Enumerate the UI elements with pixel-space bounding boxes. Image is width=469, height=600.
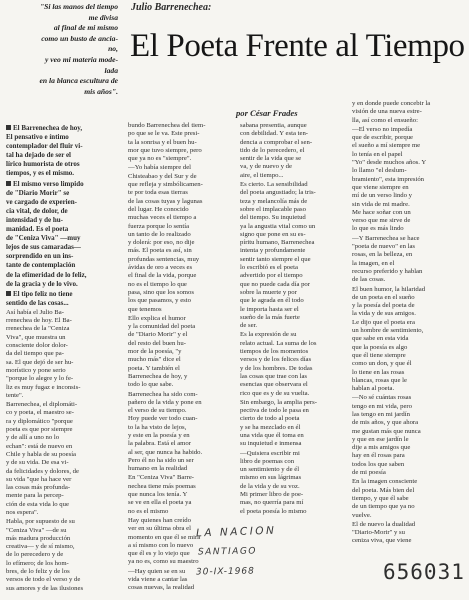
text-line: de un poeta en el sueño bbox=[352, 293, 415, 301]
paragraph bbox=[6, 401, 120, 517]
text-line: mor de la poesía, "y bbox=[128, 348, 182, 356]
text-line: lejos de sus camaradas— bbox=[6, 243, 81, 252]
text-line: creativa— y de sí mismo, bbox=[6, 543, 75, 551]
pull-quote-line: "Si las manos del tiempo bbox=[39, 2, 118, 11]
text-line: El Barrenechea de hoy, bbox=[6, 124, 120, 133]
text-line: pañero de la vida y pone en bbox=[128, 398, 202, 406]
text-line: del poeta. Más bien del bbox=[352, 486, 415, 494]
text-line: una vida que él toma en bbox=[240, 431, 304, 439]
text-line: —No sé cuántas rosas bbox=[352, 394, 412, 402]
text-line: su vida "que ha hace ver bbox=[6, 475, 72, 483]
text-line: que le agrada en él todo bbox=[240, 297, 304, 305]
text-line: Viva", que muestra un bbox=[6, 333, 66, 341]
text-line: nechea tiene más poemas bbox=[128, 482, 196, 490]
text-line: vida viene a cantar las bbox=[128, 576, 188, 584]
text-line: Habla, por supuesto de su bbox=[6, 518, 75, 526]
text-line: que viene siempre en bbox=[352, 183, 409, 191]
text-line: El buen humor, la hilaridad bbox=[352, 285, 426, 293]
pull-quote-line: lada bbox=[104, 65, 118, 75]
text-line: Me hace soñar con un bbox=[352, 208, 411, 216]
text-line: Chile y habla de su poesía bbox=[6, 450, 77, 458]
paragraph bbox=[240, 122, 344, 180]
text-line: lo que es más lindo bbox=[352, 225, 404, 233]
text-line: rrenechea de hoy. El Ba- bbox=[6, 317, 72, 325]
text-line: sus amores y de las ilusiones bbox=[6, 584, 84, 592]
text-line: tengo en mi vida, pero bbox=[352, 402, 412, 410]
text-line: mucho más" dice el bbox=[128, 356, 181, 364]
paragraph bbox=[240, 450, 344, 516]
text-line: contemplador del fluir vi- bbox=[6, 142, 83, 151]
text-line: de la gracia y de lo vivo. bbox=[6, 279, 78, 288]
text-line: todos los que saben bbox=[352, 460, 405, 468]
text-line: ya la angustia vital como un bbox=[240, 222, 316, 230]
text-line: la vida y de sus amigos. bbox=[352, 310, 416, 318]
text-line: tido de lo perecedero, el bbox=[240, 146, 305, 154]
article-kicker: Julio Barrenechea: bbox=[131, 2, 212, 13]
text-line: ve cargado de experien- bbox=[6, 197, 77, 206]
text-line: va, y de nuevo y de bbox=[240, 163, 292, 171]
text-line: de un tiempo que ya no bbox=[352, 503, 415, 511]
paragraph bbox=[240, 399, 344, 449]
text-line: dencia a comprobar el sen- bbox=[240, 138, 313, 146]
text-line: y de allí a uno no lo bbox=[6, 434, 60, 442]
pull-quote-line: al final de mi mismo bbox=[53, 23, 118, 33]
text-line: "Ceniza Viva" —de su bbox=[6, 526, 67, 534]
text-line: El de nuevo la dualidad bbox=[352, 520, 416, 528]
text-line: relato actual. La suma de los bbox=[240, 339, 317, 347]
paragraph bbox=[240, 331, 344, 397]
text-line: muchas veces el tiempo a bbox=[128, 214, 197, 222]
text-line: hablan al poeta. bbox=[352, 385, 395, 393]
pull-quote-line: mis años". bbox=[84, 86, 118, 96]
text-line: "poeta de nuevo" en las bbox=[352, 243, 416, 251]
text-line: fuerza porque lo sentía bbox=[128, 222, 190, 230]
column-2 bbox=[128, 122, 232, 594]
text-line: mas, no querría para mí bbox=[240, 499, 304, 507]
paragraph bbox=[352, 100, 460, 125]
text-line: pectiva de todo le pasa en bbox=[240, 407, 309, 415]
text-line: Pero él no ha sido un ser bbox=[128, 456, 194, 464]
paragraph bbox=[6, 518, 120, 593]
paragraph bbox=[128, 517, 232, 567]
text-line: —El verso no impedía bbox=[352, 125, 413, 133]
text-line: de mi poesía bbox=[352, 469, 386, 477]
column-4 bbox=[352, 100, 460, 547]
text-line: "Yo" desde muchos años. Y bbox=[352, 159, 427, 167]
text-line: lo tenía en el papel bbox=[352, 150, 403, 158]
text-line: mismo en sus lágrimas bbox=[240, 474, 302, 482]
column-3 bbox=[240, 122, 344, 517]
text-line: de las cosas tuyas y lagunas bbox=[128, 197, 203, 205]
text-line: su inquietud e inmensa bbox=[240, 440, 302, 448]
square-bullet-icon bbox=[6, 125, 11, 130]
text-line: verso que me sirve de bbox=[352, 217, 411, 225]
text-line: sueño de la más fuerte bbox=[240, 313, 300, 321]
text-line: En "Ceniza Viva" Barre- bbox=[128, 474, 195, 482]
text-line: de "Diario Morir" y el bbox=[128, 331, 188, 339]
text-line: intensidad y de hu- bbox=[6, 215, 63, 224]
text-line: de la vida y de su voz. bbox=[240, 482, 300, 490]
text-line: y dolerá: por eso, no dije bbox=[128, 239, 195, 247]
text-line: Así había el Julio Ba- bbox=[6, 308, 64, 316]
text-line: liz es muy fugaz e inconsis- bbox=[6, 383, 81, 391]
text-line: el poeta poesía lo mismo bbox=[240, 507, 307, 515]
text-line: y la comunidad del poeta bbox=[128, 323, 196, 331]
text-line: da del tiempo que pa- bbox=[6, 350, 64, 358]
text-line: "Diario-Morir" y su bbox=[352, 529, 406, 537]
text-line: me gustan más que nunca bbox=[352, 427, 421, 435]
paragraph bbox=[352, 126, 460, 234]
text-line: manidad. Es el poeta bbox=[6, 225, 69, 234]
boxed-paragraph bbox=[6, 290, 120, 308]
text-line: blancas, rosas que le bbox=[352, 376, 407, 384]
text-line: pasa, sino que los somos bbox=[128, 288, 194, 296]
text-line: versos y de los felices días bbox=[240, 356, 312, 364]
text-line: sentido de las cosas... bbox=[6, 298, 69, 307]
text-line: —Y Barrenechea se hace bbox=[352, 234, 420, 242]
text-line: de lo perecedero y de bbox=[6, 551, 64, 559]
text-line: sentir de la vida que se bbox=[240, 155, 302, 163]
text-line: teza y melancolía más de bbox=[240, 197, 308, 205]
paragraph bbox=[128, 164, 232, 313]
text-line: que él tiene siempre bbox=[352, 351, 406, 359]
text-line: ta la sonrisa y el buen hu- bbox=[128, 138, 197, 146]
text-line: sentir tanto siempre el que bbox=[240, 255, 311, 263]
text-line: que refleja y simbólicamen- bbox=[128, 181, 203, 189]
text-line: que ya no es "siempre". bbox=[128, 155, 192, 163]
text-line: po que se le va. Este presi- bbox=[128, 130, 200, 138]
text-line: da felicidades y dolores, de bbox=[6, 467, 79, 475]
text-line: y en donde puede concebir la bbox=[352, 100, 431, 107]
text-line: de ser. bbox=[240, 322, 258, 330]
text-line: ávidas de oro a veces es bbox=[128, 264, 193, 272]
pull-quote-line: y veo mi materia mode- bbox=[45, 54, 118, 64]
paragraph bbox=[352, 394, 460, 477]
text-line: Hoy puede ver todo cuan- bbox=[128, 415, 198, 423]
text-line: ver en su última obra el bbox=[128, 525, 191, 533]
text-line: intenta y profundamente bbox=[240, 247, 306, 255]
text-line: tal ha dejado de ser el bbox=[6, 151, 72, 160]
text-line: nos espera". bbox=[6, 509, 39, 516]
text-line: más. El poeta es así, sin bbox=[128, 247, 192, 255]
text-line: la imagen, en el bbox=[352, 259, 395, 267]
text-line: lo tiene en las rosas bbox=[352, 368, 405, 376]
text-line: de "Diario Morir" se bbox=[6, 188, 70, 197]
paragraph bbox=[352, 286, 460, 394]
text-line: mor que tuvo siempre, pero bbox=[128, 146, 202, 154]
text-line: signo que pone en su es- bbox=[240, 230, 306, 238]
text-line: vuelve. bbox=[352, 511, 372, 519]
text-line: Barrenechea ha sido com- bbox=[128, 390, 198, 398]
text-line: sabana presentia, aunque bbox=[240, 122, 307, 129]
pull-quote bbox=[6, 2, 118, 97]
handwritten-date: 30-IX-1968 bbox=[195, 566, 255, 578]
text-line: El tipo feliz no tiene bbox=[6, 290, 120, 299]
column-1 bbox=[6, 124, 120, 594]
paragraph bbox=[128, 474, 232, 515]
text-line: que nunca los tenía. Y bbox=[128, 491, 188, 499]
text-line: rrenechea de la "Ceniza bbox=[6, 325, 70, 333]
text-line: que él es y lo viejo que bbox=[128, 550, 190, 558]
text-line: los que pasamos, y esto bbox=[128, 297, 191, 305]
square-bullet-icon bbox=[6, 291, 11, 296]
article-byline: por César Frades bbox=[236, 108, 298, 118]
text-line: del resto del buen hu- bbox=[128, 339, 186, 347]
text-line: píritu humano, Barrenechea bbox=[240, 239, 315, 247]
text-line: de "Ceniza Viva" —muy bbox=[6, 234, 81, 243]
article-headline: El Poeta Frente al Tiempo bbox=[130, 28, 465, 64]
text-line: versos de todo el verso y de bbox=[6, 576, 81, 584]
text-line: —Hay quien se en su bbox=[128, 567, 186, 575]
text-line: profundas sentencias, muy bbox=[128, 255, 200, 263]
archive-code: 656031 bbox=[383, 560, 465, 584]
text-line: esencias que observara el bbox=[240, 381, 308, 389]
text-line: bres, de lo feliz y de los bbox=[6, 568, 70, 576]
text-line: consciente dolor dolor- bbox=[6, 342, 68, 350]
text-line: cosas nuevas, la realidad bbox=[128, 584, 195, 592]
text-line: sa. El que dejó de ser hu- bbox=[6, 358, 74, 366]
boxed-paragraph bbox=[6, 124, 120, 179]
text-line: Ello explica el humor bbox=[128, 314, 186, 322]
handwritten-city: SANTIAGO bbox=[197, 546, 258, 558]
text-line: tiempos de los momentos bbox=[240, 348, 309, 356]
text-line: un hombre de sentimiento, bbox=[352, 327, 424, 335]
text-line: Mi primer libro de poe- bbox=[240, 491, 304, 499]
text-line: de la efímeridad de lo feliz, bbox=[6, 270, 87, 279]
text-line: de las cosas. bbox=[352, 276, 386, 284]
text-line: rosas, en la belleza, en bbox=[352, 251, 413, 259]
text-line: tente". bbox=[6, 391, 24, 399]
text-line: y de los hombres. De todas bbox=[240, 364, 313, 372]
text-line: En la imagen consciente bbox=[352, 478, 418, 486]
text-line: le importa hasta ser el bbox=[240, 305, 299, 313]
text-line: y la poesía del poeta de bbox=[352, 302, 415, 310]
paragraph bbox=[352, 478, 460, 519]
text-line: "porque lo alegre y lo fe- bbox=[6, 375, 74, 383]
text-line: con debilidad. Y esta ten- bbox=[240, 130, 309, 138]
text-line: co y poeta, el maestro se- bbox=[6, 409, 74, 417]
text-line: ceniza viva, que viene bbox=[352, 537, 412, 545]
text-line: y de su vida. De esa vi- bbox=[6, 459, 69, 467]
text-line: bundo Barrenechea del tiem- bbox=[128, 122, 206, 129]
paragraph bbox=[352, 521, 460, 546]
text-line: Le dijo que el poeta era bbox=[352, 318, 415, 326]
paragraph bbox=[128, 315, 232, 390]
text-line: to la ha visto de lejos, bbox=[128, 423, 187, 431]
text-line: tante de contemplación bbox=[6, 261, 76, 270]
pull-quote-line: como un busto de ancia- bbox=[41, 33, 118, 43]
text-line: momento en que él se mira bbox=[128, 533, 201, 541]
text-line: todo lo que sabe. bbox=[128, 381, 174, 389]
paragraph bbox=[240, 181, 344, 330]
text-line: tiempos, y es el mismo. bbox=[6, 169, 75, 178]
handwritten-newspaper-name: LA NACION bbox=[195, 524, 277, 540]
text-line: recurso preferido y hablan bbox=[352, 267, 423, 275]
text-line: Es cierto. La sensibilidad bbox=[240, 181, 308, 189]
text-line: cierto de todo al poeta bbox=[240, 415, 300, 423]
text-line: advertido por el tiempo bbox=[240, 272, 303, 280]
text-line: echan": está de nuevo en bbox=[6, 442, 73, 450]
text-line: el verso de su tiempo. bbox=[128, 407, 187, 415]
text-line: del poeta angustiado; la tris- bbox=[240, 189, 316, 197]
text-line: como un don, y que él bbox=[352, 360, 412, 368]
boxed-paragraph bbox=[6, 180, 120, 289]
text-line: sorprendido en un ins- bbox=[6, 252, 74, 261]
text-line: el final de la vida, porque bbox=[128, 272, 197, 280]
text-line: lírico humorista de otros bbox=[6, 160, 80, 169]
square-bullet-icon bbox=[6, 181, 11, 186]
text-line: sin vida de mi madre. bbox=[352, 200, 410, 208]
text-line: El pensativo e íntimo bbox=[6, 133, 69, 142]
text-line: que la poesía es algo bbox=[352, 343, 408, 351]
text-line: Hay quienes han creído bbox=[128, 516, 191, 524]
text-line: ción de esta vida lo que bbox=[6, 500, 69, 508]
text-line: más madura producción bbox=[6, 534, 71, 542]
text-line: mí de un verso lindo y bbox=[352, 192, 412, 200]
text-line: y se ha mezclado en él bbox=[240, 423, 301, 431]
paragraph bbox=[6, 309, 120, 400]
text-line: poeta es que por siempre bbox=[6, 426, 73, 434]
text-line: y este en la poesía y en bbox=[128, 431, 190, 439]
text-line: poeta. Y también el bbox=[128, 364, 180, 372]
paragraph bbox=[128, 122, 232, 163]
text-line: de mis años, y que ahora bbox=[352, 419, 419, 427]
text-line: —Yo había siempre del bbox=[128, 164, 192, 172]
text-line: ra y diplomático "porque bbox=[6, 417, 73, 425]
text-line: las tengo en mi jardín bbox=[352, 410, 410, 418]
text-line: cia vital, de dolor, de bbox=[6, 206, 68, 215]
text-line: del lugar. He conocido bbox=[128, 205, 189, 213]
text-line: lo llamo "el deslum- bbox=[352, 167, 407, 175]
text-line: Barrenechea, el diplomáti- bbox=[6, 401, 78, 409]
text-line: humano en la realidad bbox=[128, 465, 188, 473]
text-line: aire, el tiempo... bbox=[240, 171, 284, 179]
pull-quote-line: me divisa bbox=[88, 12, 118, 22]
text-line: libro de poemas con bbox=[240, 457, 295, 465]
text-line: del tiempo. Su inquietud bbox=[240, 214, 306, 222]
pull-quote-line: no, bbox=[108, 44, 118, 54]
text-line: lo efímero; de los hom- bbox=[6, 559, 69, 567]
text-line: dije a mis amigos que bbox=[352, 444, 411, 452]
text-line: hay en él rosas para bbox=[352, 452, 405, 460]
text-line: sobre la muerte y por bbox=[240, 288, 297, 296]
text-line: las cosas que trae con las bbox=[240, 372, 308, 380]
text-line: las cosas más profunda- bbox=[6, 484, 71, 492]
text-line: rico que es y de su vuelta. bbox=[240, 389, 310, 397]
text-line: tiempo, y que él sabe bbox=[352, 494, 409, 502]
text-line: que sabe en esta vida bbox=[352, 335, 409, 343]
text-line: no es el tiempo lo que bbox=[128, 280, 187, 288]
text-line: te por toda esas tierras bbox=[128, 189, 188, 197]
pull-quote-line: en la blanca escultura de bbox=[39, 76, 118, 86]
text-line: mente para la percep- bbox=[6, 492, 64, 500]
text-line: Barrenechea de hoy, y bbox=[128, 372, 188, 380]
text-line: El mismo verso limpido bbox=[6, 180, 120, 189]
text-line: morístico y pone serio bbox=[6, 366, 66, 374]
text-line: Chisteabao y del Sur y de bbox=[128, 172, 197, 180]
text-line: un sentimiento y de él bbox=[240, 466, 300, 474]
text-line: Sin embargo, la amplia pers- bbox=[240, 398, 317, 406]
text-line: que de escribir, porque bbox=[352, 134, 414, 142]
text-line: al ser, que nunca ha habido. bbox=[128, 448, 203, 456]
text-line: no es el mismo bbox=[128, 507, 169, 515]
text-line: que no puede cada día por bbox=[240, 280, 311, 288]
text-line: bramiento", esta impresión bbox=[352, 175, 425, 183]
text-line: —Quisiera escribir mi bbox=[240, 449, 300, 457]
text-line: el sueño a mí siempre me bbox=[352, 142, 421, 150]
text-line: lo escribió es el poeta bbox=[240, 264, 298, 272]
paragraph bbox=[352, 235, 460, 285]
text-line: un tanto de lo realizado bbox=[128, 230, 191, 238]
text-line: sobre el implacable paso bbox=[240, 205, 306, 213]
text-line: ya no es, como su maestro bbox=[128, 558, 199, 566]
text-line: Es la expresión de su bbox=[240, 331, 297, 339]
text-line: visión de una nueva estre- bbox=[352, 108, 422, 116]
text-line: y que en ese jardín le bbox=[352, 435, 409, 443]
text-line: que tenemos bbox=[128, 305, 162, 313]
paragraph bbox=[128, 391, 232, 474]
text-line: a sí mismo con lo nuevo bbox=[128, 541, 194, 549]
text-line: la palabra. Está el amor bbox=[128, 440, 191, 448]
text-line: se ve en ella el poeta ya bbox=[128, 499, 192, 507]
text-line: lla, así como el ensueño: bbox=[352, 116, 418, 124]
